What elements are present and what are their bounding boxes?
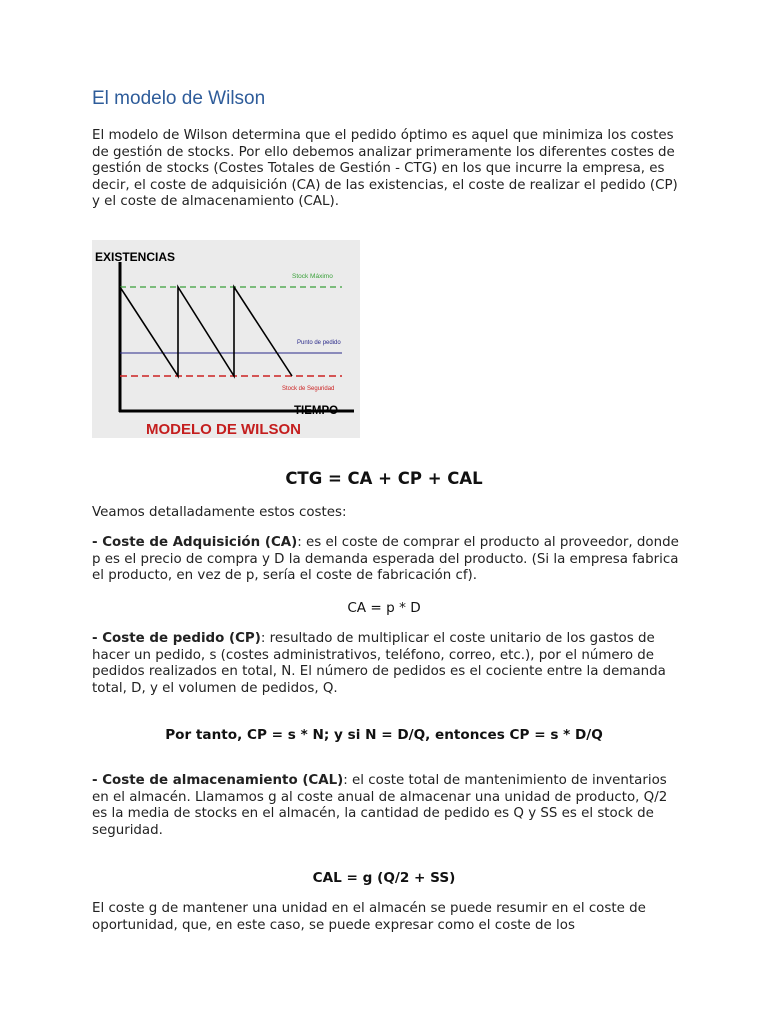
cp-title: - Coste de pedido (CP)	[92, 631, 261, 646]
x-axis-label: TIEMPO	[294, 405, 339, 417]
y-axis-label: EXISTENCIAS	[95, 250, 176, 264]
cal-paragraph	[92, 773, 682, 839]
stock-max-label: Stock Máximo	[292, 273, 333, 280]
closing-paragraph: El coste g de mantener una unidad en el almacén se puede resumir en el coste de oportunidad, que, en este caso, se puede expresar como el coste de los	[92, 901, 646, 933]
cal-text: : el coste total de mantenimiento de inventarios en el almacén. Llamamos g al coste anual de almacenar una unidad de producto, Q/2 es la media de stocks en el almacén, la cantidad de pedido es Q y SS es el stock de seguridad.	[92, 773, 668, 838]
safety-stock-label: Stock de Seguridad	[282, 386, 335, 392]
reorder-point-label: Punto de pedido	[297, 340, 341, 346]
lead-paragraph: Veamos detalladamente estos costes:	[92, 505, 347, 520]
page-title: El modelo de Wilson	[92, 88, 266, 109]
ctg-formula: CTG = CA + CP + CAL	[285, 469, 483, 488]
inventory-sawtooth	[120, 287, 292, 376]
intro-paragraph: El modelo de Wilson determina que el pedido óptimo es aquel que minimiza los costes de gestión de stocks. Por ello debemos analizar primeramente los diferentes costes de gestión de stocks (Costes Totales de Gestión - CTG) en los que incurre la empresa, es decir, el coste de adquisición (CA) de las existencias, el coste de realizar el pedido (CP) y el coste de almacenamiento (CAL).	[92, 128, 678, 210]
cp-paragraph	[92, 631, 682, 697]
cal-title: - Coste de almacenamiento (CAL)	[92, 773, 344, 788]
ca-paragraph	[92, 535, 682, 585]
ca-title: - Coste de Adquisición (CA)	[92, 535, 298, 550]
cp-text: : resultado de multiplicar el coste unitario de los gastos de hacer un pedido, s (costes administrativos, teléfono, correo, etc.), por el número de pedidos realizados en total, N. El número de pedidos es el cociente entre la demanda total, D, y el volumen de pedidos, Q.	[92, 631, 666, 696]
cp-formula: Por tanto, CP = s * N; y si N = D/Q, entonces CP = s * D/Q	[165, 727, 603, 743]
wilson-model-figure	[92, 240, 360, 438]
ca-formula: CA = p * D	[347, 600, 421, 616]
cal-formula: CAL = g (Q/2 + SS)	[312, 870, 456, 886]
wilson-model-diagram	[92, 240, 360, 438]
ca-text: : es el coste de comprar el producto al proveedor, donde p es el precio de compra y D la demanda esperada del producto. (Si la empresa fabrica el producto, en vez de p, sería el coste de fabricación cf).	[92, 535, 679, 584]
figure-caption: MODELO DE WILSON	[146, 421, 301, 438]
